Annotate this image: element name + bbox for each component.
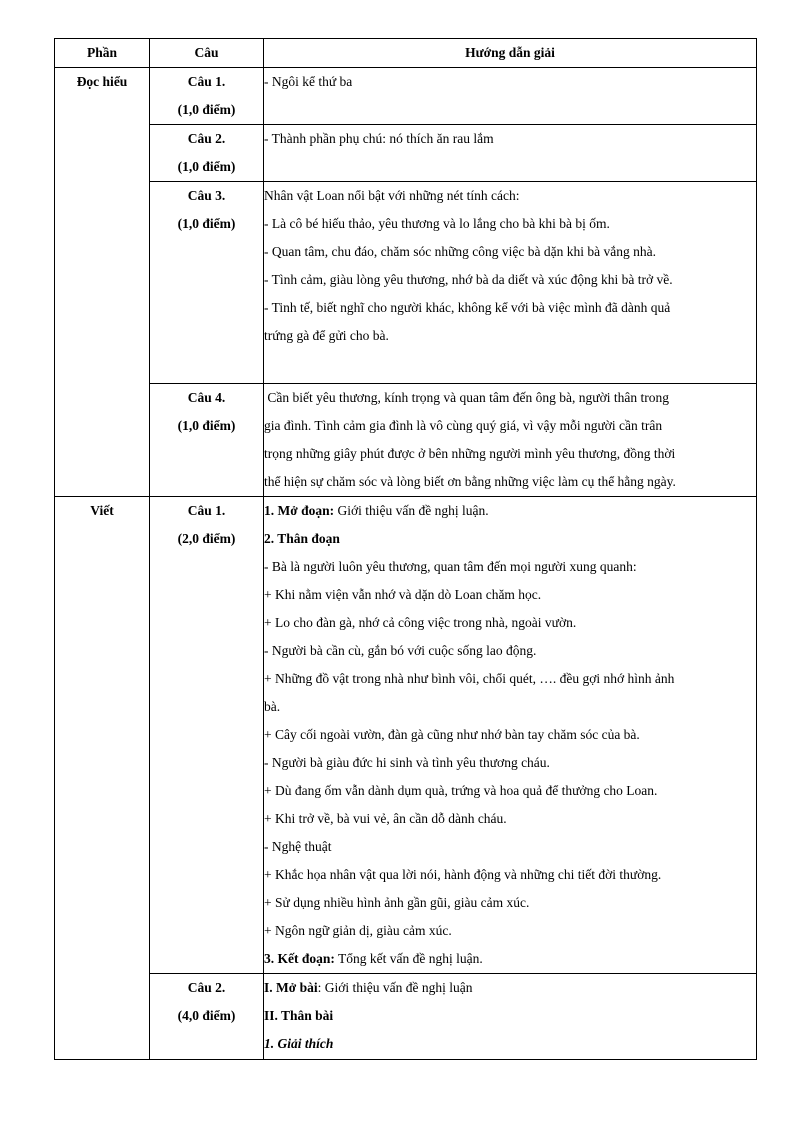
question-label: Câu 1. [187,503,226,518]
guide-cell [264,125,757,182]
guide-cell [264,182,757,384]
question-label: Câu 1. [187,74,226,89]
question-points: (4,0 điểm) [177,1008,236,1023]
guide-line [264,294,756,322]
guide-line-text: + Dù đang ốm vẫn dành dụm quà, trứng và hoa quả để thưởng cho Loan. [264,783,658,798]
header-row [55,39,757,68]
guide-line [264,861,756,889]
guide-line [264,945,756,973]
table-row [55,68,757,125]
guide-line-text: - Là cô bé hiếu thảo, yêu thương và lo lắng cho bà khi bà bị ốm. [264,216,610,231]
guide-line-heading: 3. Kết đoạn: [264,951,335,966]
guide-line-text: - Người bà cần cù, gắn bó với cuộc sống lao động. [264,643,537,658]
table-row [55,182,757,384]
table-row [55,974,757,1060]
guide-line-heading: I. Mở bài [264,980,318,995]
guide-cell [264,974,757,1060]
guide-line [264,777,756,805]
guide-line-text: + Khi nằm viện vẫn nhớ và dặn dò Loan chăm học. [264,587,542,602]
guide-line [264,665,756,693]
guide-line-text: Tổng kết vấn đề nghị luận. [334,951,483,966]
guide-line [264,322,756,350]
question-label: Câu 4. [187,390,226,405]
guide-line [264,125,756,153]
guide-line [264,468,756,496]
guide-line-text: Cần biết yêu thương, kính trọng và quan tâm đến ông bà, người thân trong [264,390,669,405]
guide-line [264,917,756,945]
guide-line-heading: 1. Mở đoạn: [264,503,335,518]
guide-line [264,525,756,553]
guide-line-text: + Lo cho đàn gà, nhớ cả công việc trong nhà, ngoài vườn. [264,615,577,630]
guide-line [264,68,756,96]
guide-line-text: - Thành phần phụ chú: nó thích ăn rau lắm [264,131,494,146]
guide-line-text: + Ngôn ngữ giản dị, giàu cảm xúc. [264,923,452,938]
question-label: Câu 2. [187,131,226,146]
guide-line [264,210,756,238]
table-row [55,497,757,974]
guide-line-text: + Cây cối ngoài vườn, đàn gà cũng như nhớ bàn tay chăm sóc của bà. [264,727,640,742]
header-guide: Hướng dẫn giải [264,39,757,68]
section-writing: Viết [55,497,150,1060]
guide-line [264,721,756,749]
guide-line-text: Nhân vật Loan nổi bật với những nét tính cách: [264,188,520,203]
question-cell [150,497,264,974]
guide-line-text: + Sử dụng nhiều hình ảnh gần gũi, giàu cảm xúc. [264,895,530,910]
guide-line-text: + Khi trở về, bà vui vẻ, ân cần dỗ dành cháu. [264,811,507,826]
guide-line-text: - Quan tâm, chu đáo, chăm sóc những công việc bà dặn khi bà vắng nhà. [264,244,656,259]
table-row [55,125,757,182]
table-row [55,384,757,497]
header-part: Phần [55,39,150,68]
guide-line [264,440,756,468]
guide-line-text: - Bà là người luôn yêu thương, quan tâm đến mọi người xung quanh: [264,559,637,574]
guide-line-text: trứng gà để gửi cho bà. [264,328,389,343]
guide-line [264,974,756,1002]
guide-line-text: + Những đồ vật trong nhà như bình vôi, chổi quét, …. đều gợi nhớ hình ảnh [264,671,675,686]
guide-line-text: bà. [264,699,281,714]
guide-line [264,637,756,665]
question-cell [150,384,264,497]
guide-line [264,182,756,210]
header-question: Câu [150,39,264,68]
guide-line-text: gia đình. Tình cảm gia đình là vô cùng quý giá, vì vậy mỗi người cần trân [264,418,663,433]
guide-line-text: - Người bà giàu đức hi sinh và tình yêu thương cháu. [264,755,550,770]
guide-line [264,1002,756,1030]
guide-line [264,238,756,266]
guide-line [264,266,756,294]
guide-line [264,412,756,440]
question-cell [150,974,264,1060]
guide-line [264,553,756,581]
guide-line-text: trọng những giây phút được ở bên những người mình yêu thương, đồng thời [264,446,676,461]
guide-line-text: - Tình cảm, giàu lòng yêu thương, nhớ bà da diết và xúc động khi bà trở về. [264,272,673,287]
guide-line [264,497,756,525]
guide-line [264,1030,756,1058]
question-points: (1,0 điểm) [177,216,236,231]
guide-line-text: - Ngôi kể thứ ba [264,74,353,89]
guide-line [264,693,756,721]
answer-key-table [54,38,757,1060]
guide-line [264,581,756,609]
guide-line-text: : Giới thiệu vấn đề nghị luận [317,980,473,995]
guide-line [264,749,756,777]
guide-line [264,384,756,412]
guide-cell [264,68,757,125]
guide-cell [264,384,757,497]
guide-line-heading: II. Thân bài [264,1008,334,1023]
guide-cell [264,497,757,974]
guide-line [264,889,756,917]
guide-line-text: - Tinh tế, biết nghĩ cho người khác, không kể với bà việc mình đã dành quả [264,300,671,315]
guide-line-text: Giới thiệu vấn đề nghị luận. [334,503,489,518]
guide-line [264,833,756,861]
guide-line-heading: 2. Thân đoạn [264,531,340,546]
guide-line-text: - Nghệ thuật [264,839,332,854]
question-cell [150,68,264,125]
section-reading: Đọc hiểu [55,68,150,497]
question-label: Câu 2. [187,980,226,995]
question-cell [150,125,264,182]
guide-line-text: thể hiện sự chăm sóc và lòng biết ơn bằng những việc làm cụ thể hằng ngày. [264,474,676,489]
guide-line [264,609,756,637]
guide-line-subheading: 1. Giải thích [264,1036,334,1051]
question-points: (1,0 điểm) [177,159,236,174]
guide-line-text: + Khắc họa nhân vật qua lời nói, hành động và những chi tiết đời thường. [264,867,662,882]
question-points: (1,0 điểm) [177,102,236,117]
question-cell [150,182,264,384]
question-points: (1,0 điểm) [177,418,236,433]
question-points: (2,0 điểm) [177,531,236,546]
question-label: Câu 3. [187,188,226,203]
guide-line [264,805,756,833]
